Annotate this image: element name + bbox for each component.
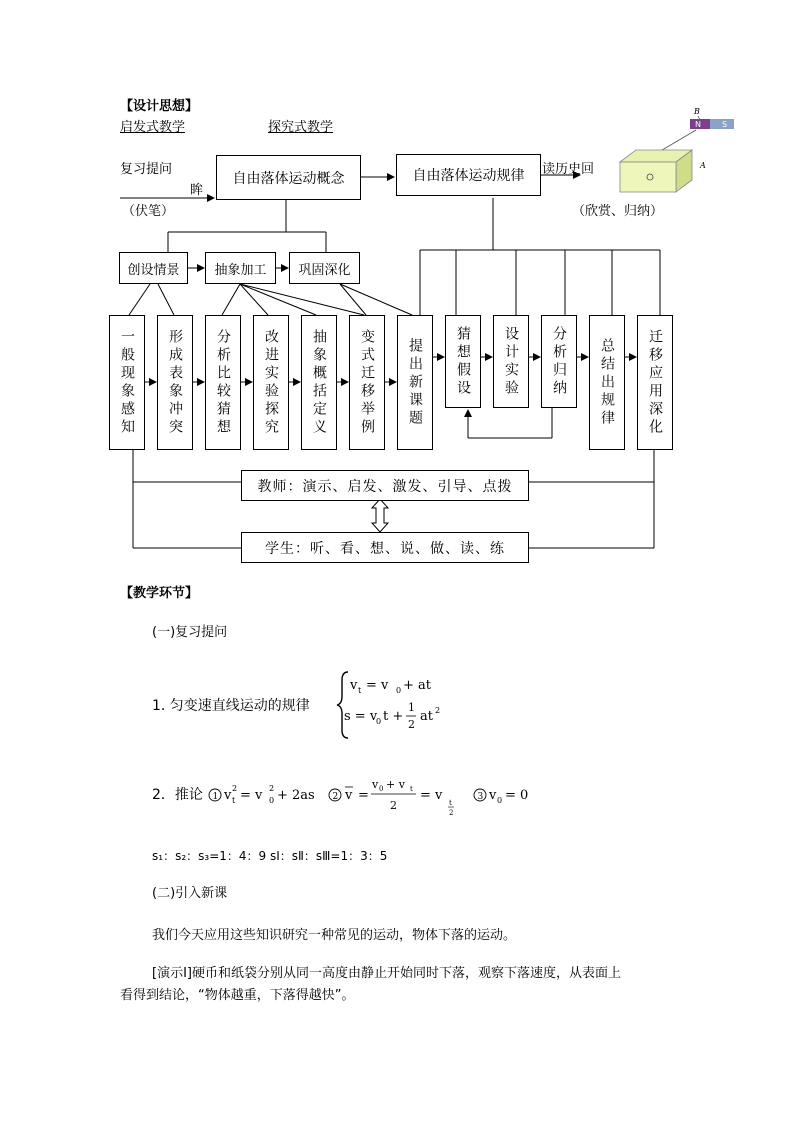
svg-text:+ v: + v bbox=[386, 778, 405, 791]
history-review-label: 读历史回 bbox=[542, 162, 595, 177]
svg-text:0: 0 bbox=[376, 717, 382, 726]
svg-text:t: t bbox=[449, 799, 452, 807]
svg-text:0: 0 bbox=[379, 785, 384, 793]
svg-text:1: 1 bbox=[408, 701, 415, 714]
svg-text:v: v bbox=[345, 788, 353, 803]
stage-box-create-scene: 创设情景 bbox=[119, 252, 188, 284]
step-box bbox=[493, 315, 529, 408]
step-box bbox=[301, 315, 337, 450]
appreciate-summary-label: （欣赏、归纳） bbox=[572, 204, 664, 219]
intro-paragraph: 我们今天应用这些知识研究一种常见的运动，物体下落的运动。 bbox=[152, 928, 517, 943]
part-two-heading: (二)引入新课 bbox=[152, 886, 228, 901]
demo-paragraph-line-1: [演示Ⅰ]硬币和纸袋分别从同一高度由静止开始同时下落，观察下落速度，从表面上 bbox=[152, 966, 621, 981]
step-box bbox=[157, 315, 193, 450]
bridge-label: 眸 bbox=[190, 183, 204, 198]
step-label: 提出新课题 bbox=[407, 337, 423, 428]
svg-text:=: = bbox=[358, 788, 369, 803]
step-label: 变式迁移举例 bbox=[359, 328, 375, 437]
step-label: 分析归纳 bbox=[551, 325, 567, 398]
svg-text:0: 0 bbox=[269, 796, 275, 805]
svg-text:t: t bbox=[358, 686, 362, 695]
svg-text:0: 0 bbox=[497, 796, 503, 805]
stage-box-abstract: 抽象加工 bbox=[205, 252, 276, 284]
svg-text:2: 2 bbox=[390, 799, 397, 812]
demo-paragraph-line-2: 看得到结论，“物体越重，下落得越快”。 bbox=[120, 988, 355, 1003]
step-label: 抽象概括定义 bbox=[311, 328, 327, 437]
svg-text:= v: = v bbox=[420, 788, 443, 803]
svg-text:2: 2 bbox=[435, 706, 441, 715]
magnet-n-label: N bbox=[695, 120, 701, 129]
step-label: 一般现象感知 bbox=[119, 328, 135, 437]
formula-one-equations bbox=[336, 668, 466, 742]
svg-text:v: v bbox=[489, 788, 497, 803]
svg-text:2: 2 bbox=[269, 784, 275, 793]
svg-text:at: at bbox=[420, 709, 433, 724]
svg-text:+ 2as: + 2as bbox=[277, 788, 315, 803]
heuristic-teaching-label: 启发式教学 bbox=[120, 120, 186, 135]
step-label: 设计实验 bbox=[503, 325, 519, 398]
inquiry-teaching-label: 探究式教学 bbox=[268, 120, 334, 135]
figure-label-b: B bbox=[694, 107, 700, 116]
student-box: 学生：听、看、想、说、做、读、练 bbox=[241, 532, 529, 563]
law-box: 自由落体运动规律 bbox=[396, 154, 541, 196]
svg-text:v: v bbox=[350, 678, 358, 693]
magnet-block-figure bbox=[612, 100, 742, 200]
svg-text:3: 3 bbox=[477, 792, 484, 802]
step-box bbox=[349, 315, 385, 450]
step-label: 猜想假设 bbox=[455, 325, 471, 398]
svg-text:t +: t + bbox=[383, 709, 404, 724]
step-box bbox=[205, 315, 241, 450]
svg-text:= v: = v bbox=[240, 788, 263, 803]
svg-text:0: 0 bbox=[396, 686, 402, 695]
svg-text:+ at: + at bbox=[403, 678, 431, 693]
stage-box-consolidate: 巩固深化 bbox=[289, 252, 360, 284]
design-thinking-title: 【设计思想】 bbox=[120, 99, 199, 114]
step-label: 迁移应用深化 bbox=[647, 328, 663, 437]
step-label: 分析比较猜想 bbox=[215, 328, 231, 437]
foreshadow-label: （伏笔） bbox=[122, 204, 175, 219]
teaching-section-title: 【教学环节】 bbox=[120, 586, 199, 601]
step-box bbox=[541, 315, 577, 408]
svg-text:= 0: = 0 bbox=[505, 788, 529, 803]
step-box bbox=[589, 315, 625, 450]
review-question-label: 复习提问 bbox=[120, 162, 173, 177]
svg-text:s = v: s = v bbox=[344, 709, 378, 724]
part-one-heading: (一)复习提问 bbox=[152, 625, 228, 640]
step-box bbox=[445, 315, 481, 408]
step-box bbox=[253, 315, 289, 450]
teacher-box: 教师：演示、启发、激发、引导、点拨 bbox=[241, 470, 529, 501]
magnet-s-label: S bbox=[722, 120, 728, 129]
svg-text:2: 2 bbox=[449, 809, 454, 817]
distance-ratio-line: s₁：s₂：s₃=1：4：9 sⅠ：sⅡ：sⅢ=1：3：5 bbox=[152, 849, 388, 863]
svg-text:v: v bbox=[224, 788, 232, 803]
step-label: 形成表象冲突 bbox=[167, 328, 183, 437]
step-box bbox=[397, 315, 433, 450]
svg-text:2: 2 bbox=[332, 792, 339, 802]
svg-text:t: t bbox=[410, 785, 413, 793]
formula-two-label: 2．推论 bbox=[152, 787, 203, 803]
svg-text:= v: = v bbox=[366, 678, 389, 693]
svg-text:2: 2 bbox=[408, 718, 415, 731]
concept-box: 自由落体运动概念 bbox=[216, 155, 361, 200]
formula-two-equations bbox=[208, 770, 548, 820]
svg-text:1: 1 bbox=[212, 792, 219, 802]
formula-one-label: 1. 匀变速直线运动的规律 bbox=[152, 698, 310, 714]
svg-text:v: v bbox=[372, 778, 379, 791]
step-label: 总结出规律 bbox=[599, 337, 615, 428]
figure-label-a: A bbox=[700, 161, 706, 170]
step-box bbox=[637, 315, 673, 450]
svg-text:2: 2 bbox=[232, 784, 238, 793]
step-label: 改进实验探究 bbox=[263, 328, 279, 437]
step-box bbox=[109, 315, 145, 450]
svg-text:t: t bbox=[232, 796, 236, 805]
